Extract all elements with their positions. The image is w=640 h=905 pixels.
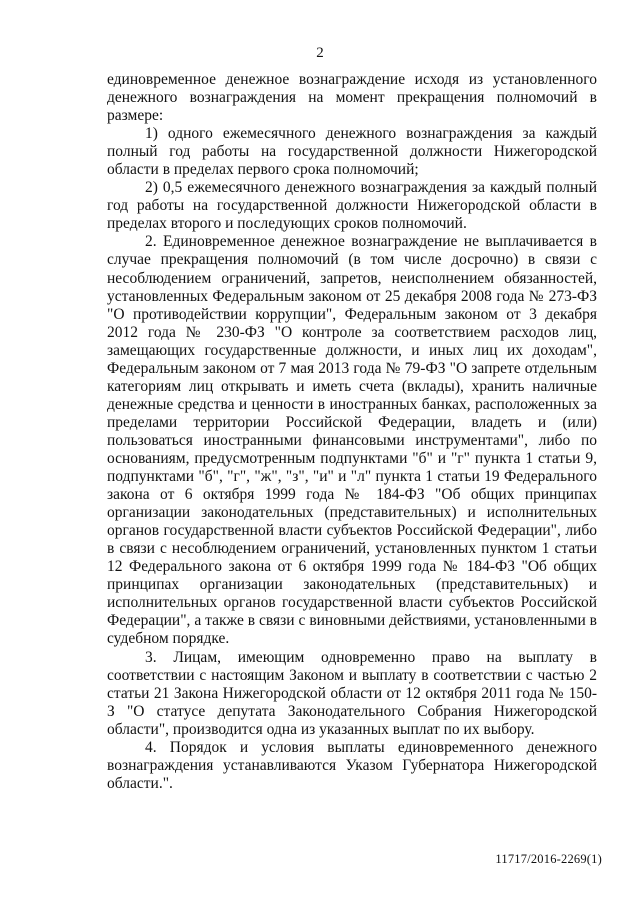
page-number: 2: [316, 45, 324, 61]
paragraph-point-2: 2. Единовременное денежное вознаграждение не выплачивается в случае прекращения полномочий (в том числе досрочно) в связи с несоблюдением ограничений, запретов, неисполнением обязанностей, установленных Федеральным законом от 25 декабря 2008 года № 273-ФЗ "О противодействии коррупции", Федеральным законом от 3 декабря 2012 года № 230-ФЗ "О контроле за соответствием расходов лиц, замещающих государственные должности, и иных лиц их доходам", Федеральным законом от 7 мая 2013 года № 79-ФЗ "О запрете отдельным категориям лиц открывать и иметь счета (вклады), хранить наличные денежные средства и ценности в иностранных банках, расположенных за пределами территории Российской Федерации, владеть и (или) пользоваться иностранными финансовыми инструментами", либо по основаниям, предусмотренным подпунктами "б" и "г" пункта 1 статьи 9, подпунктами "б", "г", "ж", "з", "и" и "л" пункта 1 статьи 19 Федерального закона от 6 октября 1999 года № 184-ФЗ "Об общих принципах организации законодательных (представительных) и исполнительных органов государственной власти субъектов Российской Федерации", либо в связи с несоблюдением ограничений, установленных пунктом 1 статьи 12 Федерального закона от 6 октября 1999 года № 184-ФЗ "Об общих принципах организации законодательных (представительных) и исполнительных органов государственной власти субъектов Российской Федерации", а также в связи с виновными действиями, установленными в судебном порядке.: [107, 233, 597, 648]
paragraph-point-4: 4. Порядок и условия выплаты единовременного денежного вознаграждения устанавливаются Указом Губернатора Нижегородской области.".: [107, 738, 597, 792]
paragraph-intro: единовременное денежное вознаграждение исходя из установленного денежного вознаграждения на момент прекращения полномочий в размере:: [107, 71, 597, 125]
document-body: [107, 71, 597, 793]
document-code: 11717/2016-2269(1): [495, 852, 602, 866]
paragraph-item-2: 2) 0,5 ежемесячного денежного вознаграждения за каждый полный год работы на государственной должности Нижегородской области в пределах второго и последующих сроков полномочий.: [107, 179, 597, 233]
paragraph-point-3: 3. Лицам, имеющим одновременно право на выплату в соответствии с настоящим Законом и выплату в соответствии с частью 2 статьи 21 Закона Нижегородской области от 12 октября 2011 года № 150-З "О статусе депутата Законодательного Собрания Нижегородской области", производится одна из указанных выплат по их выбору.: [107, 648, 597, 738]
paragraph-item-1: 1) одного ежемесячного денежного вознаграждения за каждый полный год работы на государственной должности Нижегородской области в пределах первого срока полномочий;: [107, 125, 597, 179]
